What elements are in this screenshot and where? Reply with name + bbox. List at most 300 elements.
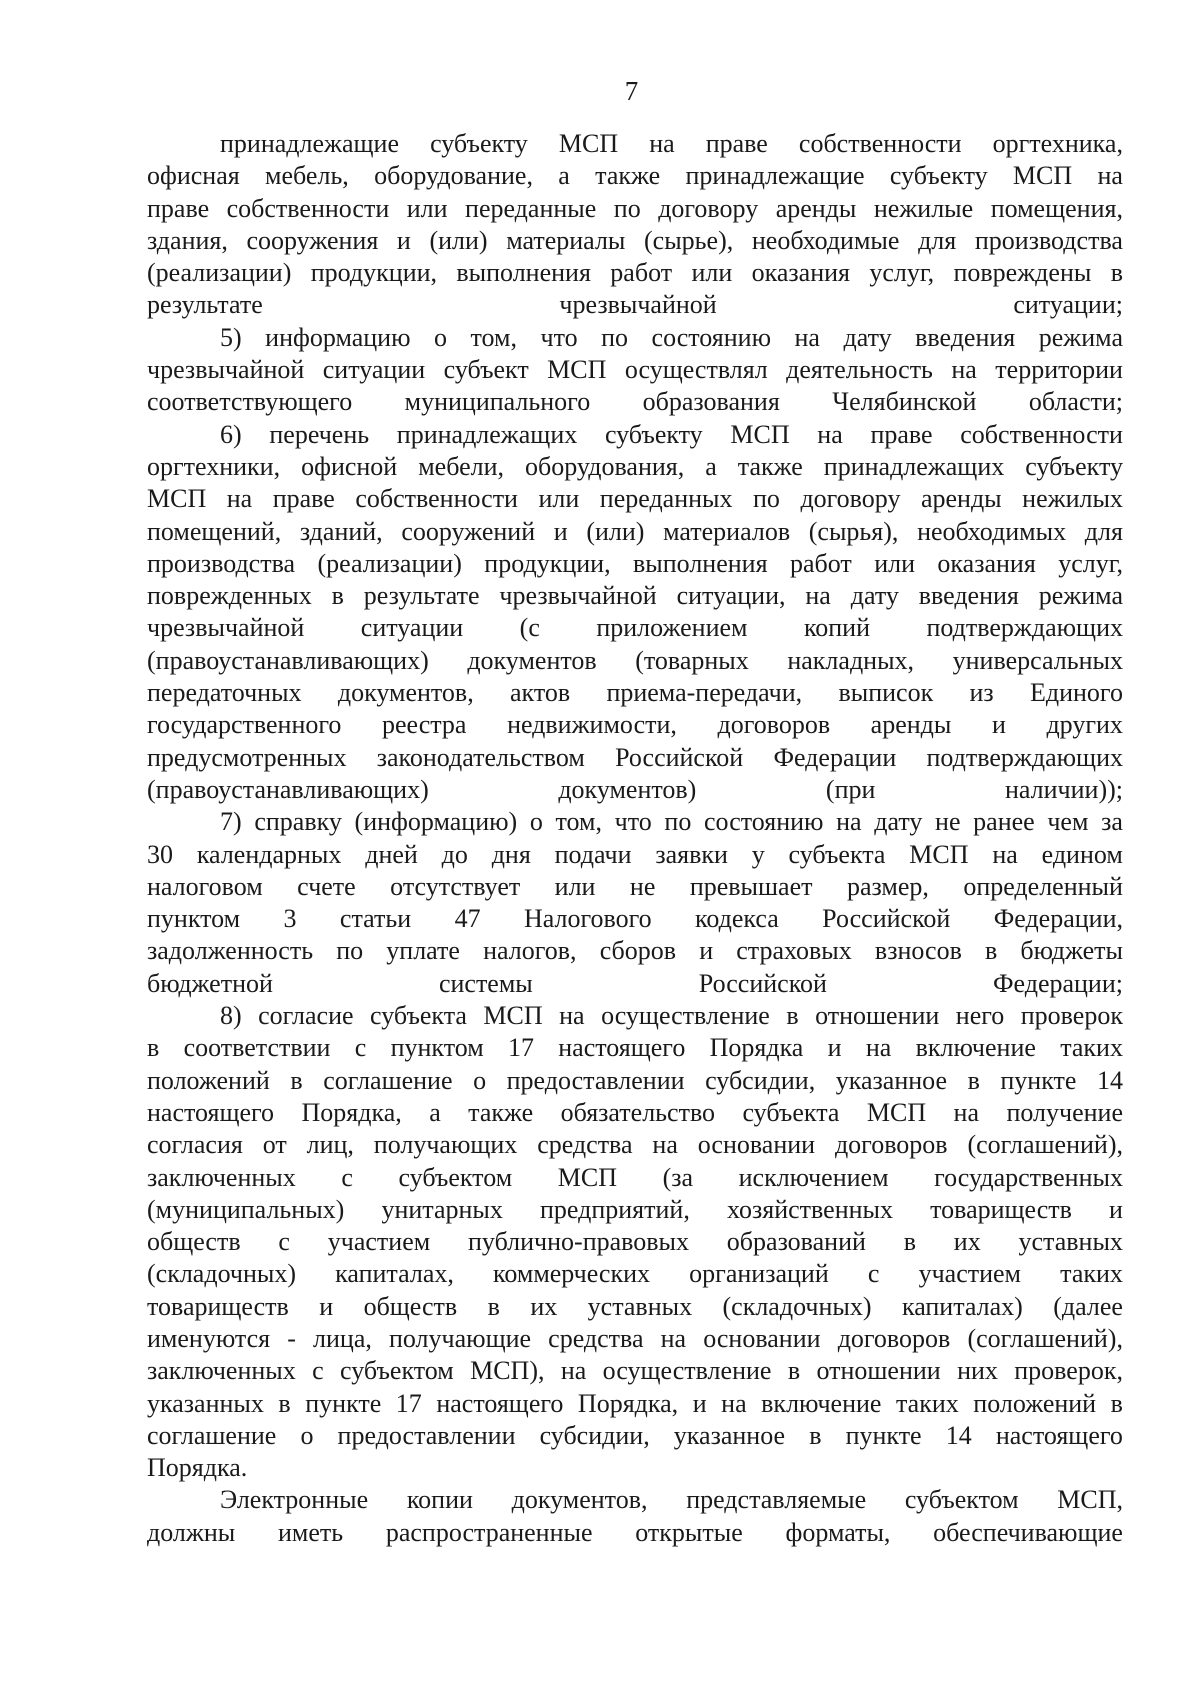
word: Порядка,	[577, 1388, 679, 1418]
word: введения	[915, 322, 1016, 352]
word: переданные	[465, 193, 597, 223]
text-line	[147, 1162, 1123, 1194]
word: выписок	[838, 678, 934, 708]
text-line	[147, 257, 1123, 289]
word: продукции,	[310, 258, 438, 288]
word: а	[429, 1097, 441, 1127]
word: и	[319, 1291, 334, 1321]
word: кодекса	[695, 904, 779, 934]
word: праве	[147, 193, 210, 223]
word: (соглашений),	[967, 1323, 1123, 1353]
word: лица,	[313, 1323, 372, 1353]
word: получающие	[388, 1323, 532, 1353]
word: 17	[395, 1388, 422, 1418]
word: в	[147, 1033, 160, 1063]
text-line	[147, 709, 1123, 741]
word: накладных,	[787, 645, 915, 675]
word: их	[530, 1291, 558, 1321]
word: государственных	[934, 1162, 1123, 1192]
word: календарных	[196, 839, 342, 869]
word: субъектом	[904, 1485, 1019, 1515]
word: чрезвычайной	[147, 355, 305, 385]
word: услуг,	[1058, 548, 1123, 578]
word: зданий,	[299, 516, 383, 546]
word: подтверждающих	[926, 613, 1123, 643]
word: праве	[272, 484, 335, 514]
text-line: результате чрезвычайной ситуации;	[147, 290, 1123, 320]
word: субъекту	[430, 129, 528, 158]
word: Федерации	[773, 742, 897, 772]
word: в	[786, 1001, 799, 1031]
word: документов,	[511, 1485, 648, 1515]
word: 7)	[220, 807, 242, 837]
word: и	[553, 516, 568, 546]
word: организаций	[689, 1259, 829, 1289]
word: с	[341, 1162, 353, 1192]
word: МСП	[483, 1001, 543, 1031]
word: предприятий,	[540, 1194, 690, 1224]
word: на	[953, 1097, 980, 1127]
word: актов	[510, 678, 571, 708]
text-line	[147, 935, 1123, 967]
text-line: Порядка.	[147, 1453, 248, 1483]
word: деятельность	[786, 355, 933, 385]
word: таких	[896, 1388, 959, 1418]
word: пункте	[845, 1420, 922, 1450]
word: указанное	[673, 1420, 786, 1450]
word: нежилых	[1022, 484, 1123, 514]
word: и	[1109, 1194, 1123, 1224]
word: договоров	[717, 710, 831, 740]
word: на	[805, 581, 831, 611]
page-number: 7	[624, 76, 639, 106]
word: по	[753, 484, 780, 514]
word: справку	[254, 807, 342, 837]
word: и	[827, 1033, 842, 1063]
word: а	[558, 161, 570, 191]
text-line	[147, 806, 1123, 838]
word: обязательство	[560, 1097, 716, 1127]
word: о	[300, 1420, 314, 1450]
text-line	[147, 1065, 1123, 1097]
word: пунктом	[390, 1033, 484, 1063]
word: (с	[519, 613, 540, 643]
word: дней	[365, 839, 418, 869]
word: договору	[800, 484, 901, 514]
text-line	[147, 516, 1123, 548]
word: том,	[470, 322, 518, 352]
word: осуществление	[602, 1356, 772, 1386]
word: на	[865, 1033, 892, 1063]
word: именуются	[147, 1323, 271, 1353]
word: дату	[874, 807, 923, 837]
word: по	[336, 936, 364, 966]
word: состоянию	[651, 322, 772, 352]
word: настоящего	[147, 1097, 275, 1127]
word: средства	[537, 1130, 633, 1160]
word: реестра	[381, 710, 467, 740]
word: законодательством	[376, 742, 585, 772]
word: субъекту	[889, 161, 988, 191]
word: настоящего	[436, 1388, 564, 1418]
word: 3	[283, 904, 297, 934]
word: товариществ	[930, 1194, 1072, 1224]
word: -	[287, 1323, 296, 1353]
word: едином	[1041, 839, 1123, 869]
word: настоящего	[558, 1033, 686, 1063]
word: МСП	[547, 355, 607, 385]
text-line	[147, 225, 1123, 257]
word: представляемые	[686, 1485, 867, 1515]
word: заявки	[655, 839, 728, 869]
word: территории	[995, 355, 1123, 385]
word: таких	[1060, 1259, 1123, 1289]
word: чем	[1047, 807, 1089, 837]
word: (реализации)	[317, 548, 462, 578]
word: в	[1110, 1388, 1123, 1418]
word: капиталах,	[335, 1259, 454, 1289]
word: (складочных)	[147, 1259, 297, 1289]
word: оборудования,	[525, 451, 685, 481]
word: участием	[327, 1227, 431, 1257]
word: в	[787, 1356, 801, 1386]
word: и	[396, 225, 411, 255]
word: 5)	[220, 322, 242, 352]
word: Порядка	[709, 1033, 804, 1063]
word: работ	[789, 548, 852, 578]
word: праве	[870, 419, 933, 449]
word: оказания	[751, 258, 851, 288]
word: на	[794, 322, 820, 352]
word: товариществ	[147, 1291, 289, 1321]
word: договору	[658, 193, 759, 223]
word: принадлежащих	[396, 419, 578, 449]
word: собственности	[960, 419, 1123, 449]
word: копий	[803, 613, 871, 643]
word: 47	[454, 904, 481, 934]
word: передаточных	[147, 678, 302, 708]
word: субъекту	[1025, 451, 1123, 481]
word: включение	[761, 1388, 882, 1418]
word: сооружения	[246, 225, 379, 255]
word: предоставлении	[506, 1065, 685, 1095]
word: переданных	[599, 484, 733, 514]
word: (сырье),	[644, 225, 734, 255]
word: пунктом	[147, 904, 241, 934]
word: в	[290, 1065, 303, 1095]
word: необходимые	[751, 225, 900, 255]
word: (правоустанавливающих)	[147, 645, 429, 675]
word: по	[664, 807, 692, 837]
word: (товарных	[635, 645, 749, 675]
word: распространенные	[385, 1517, 593, 1547]
text-line	[147, 1032, 1123, 1064]
word: принадлежащие	[220, 129, 400, 158]
word: сооружений	[401, 516, 536, 546]
word: средства	[548, 1323, 644, 1353]
word: субъекту	[604, 419, 703, 449]
word: или	[874, 548, 915, 578]
document-body	[147, 128, 1123, 1549]
word: ситуации	[322, 355, 426, 385]
word: офисной	[301, 451, 398, 481]
text-line	[147, 1226, 1123, 1258]
word: ситуации	[360, 613, 464, 643]
word: предоставлении	[337, 1420, 516, 1450]
word: на	[992, 839, 1018, 869]
word: на	[660, 1323, 687, 1353]
word: МСП,	[1057, 1485, 1123, 1515]
word: форматы,	[785, 1517, 891, 1547]
word: согласия	[147, 1130, 243, 1160]
text-line	[147, 1323, 1123, 1355]
word: помещения,	[990, 193, 1123, 223]
word: в	[967, 1065, 980, 1095]
text-line: (правоустанавливающих) документов) (при наличии));	[147, 774, 1123, 804]
word: с	[278, 1227, 290, 1257]
word: о	[434, 322, 448, 352]
word: или	[691, 258, 733, 288]
word: капиталах)	[901, 1291, 1023, 1321]
word: документов	[467, 645, 597, 675]
word: осуществление	[601, 1001, 770, 1031]
word: субсидии,	[705, 1065, 816, 1095]
text-line	[147, 1258, 1123, 1290]
word: задолженность	[147, 936, 314, 966]
word: введения	[918, 581, 1019, 611]
word: том,	[555, 807, 602, 837]
text-line	[147, 1355, 1123, 1387]
word: (информацию)	[354, 807, 518, 837]
text-line	[147, 354, 1123, 386]
word: собственности	[798, 129, 962, 158]
word: дату	[843, 322, 892, 352]
word: ранее	[973, 807, 1035, 837]
word: субъект	[443, 355, 529, 385]
word: указанное	[835, 1065, 948, 1095]
word: (муниципальных)	[147, 1194, 345, 1224]
word: или	[406, 193, 448, 223]
word: отношении	[815, 1001, 940, 1031]
word: состоянию	[704, 807, 824, 837]
word: (или)	[429, 225, 488, 255]
word: договоров	[834, 1130, 948, 1160]
word: согласие	[258, 1001, 354, 1031]
word: Электронные	[220, 1485, 369, 1515]
word: проверок,	[1014, 1356, 1123, 1386]
word: оказания	[937, 548, 1036, 578]
word: настоящего	[995, 1420, 1123, 1450]
word: перечень	[269, 419, 370, 449]
text-line	[147, 1097, 1123, 1129]
word: МСП	[147, 484, 207, 514]
text-line	[147, 1000, 1123, 1032]
word: выполнения	[633, 548, 768, 578]
word: Российской	[615, 742, 744, 772]
word: работ	[610, 258, 673, 288]
word: также	[737, 451, 803, 481]
text-line	[147, 1517, 1123, 1549]
word: по	[601, 322, 629, 352]
word: на	[721, 1388, 747, 1418]
word: участием	[918, 1259, 1022, 1289]
word: МСП	[730, 419, 790, 449]
word: и	[699, 936, 714, 966]
word: из	[969, 678, 994, 708]
word: субъекта	[788, 839, 886, 869]
word: Российской	[822, 904, 951, 934]
text-line	[147, 1388, 1123, 1420]
word: открытые	[635, 1517, 743, 1547]
word: (складочных)	[722, 1291, 872, 1321]
word: информацию	[265, 322, 411, 352]
word: публично-правовых	[468, 1227, 689, 1257]
word: принадлежащих	[823, 451, 1005, 481]
word: мебель,	[265, 161, 349, 191]
word: на	[649, 129, 675, 158]
word: обеспечивающие	[933, 1517, 1123, 1547]
text-line	[147, 612, 1123, 644]
word: получение	[1006, 1097, 1123, 1127]
word: услуг,	[869, 258, 935, 288]
word: иметь	[277, 1517, 344, 1547]
word: в	[903, 1227, 916, 1257]
word: на	[226, 484, 253, 514]
word: собственности	[355, 484, 518, 514]
word: субъекта	[370, 1001, 467, 1031]
word: МСП),	[470, 1356, 545, 1386]
text-line	[147, 580, 1123, 612]
text-line	[147, 742, 1123, 774]
word: необходимых	[917, 516, 1067, 546]
word: до	[441, 839, 468, 869]
word: исключением	[738, 1162, 889, 1192]
word: государственного	[147, 710, 342, 740]
word: также	[595, 161, 661, 191]
word: о	[473, 1065, 487, 1095]
text-line	[147, 1291, 1123, 1323]
word: и	[692, 1388, 707, 1418]
word: пункте	[305, 1388, 382, 1418]
word: на	[1097, 161, 1123, 191]
text-line	[147, 1484, 1123, 1516]
word: материалов	[663, 516, 791, 546]
word: основании	[703, 1323, 821, 1353]
word: для	[918, 225, 957, 255]
word: заключенных	[147, 1162, 296, 1192]
word: отношении	[816, 1356, 941, 1386]
word: не	[935, 807, 961, 837]
word: не	[629, 871, 656, 901]
word: на	[560, 1356, 587, 1386]
text-line	[147, 903, 1123, 935]
word: или	[538, 484, 580, 514]
word: ситуации,	[676, 581, 786, 611]
word: коммерческих	[493, 1259, 651, 1289]
word: чрезвычайной	[147, 613, 305, 643]
word: дату	[850, 581, 899, 611]
word: основании	[697, 1130, 816, 1160]
word: лиц,	[306, 1130, 354, 1160]
word: МСП	[557, 1162, 617, 1192]
word: соответствии	[183, 1033, 331, 1063]
word: или	[554, 871, 596, 901]
text-line	[147, 193, 1123, 225]
word: 6)	[220, 419, 242, 449]
word: (или)	[586, 516, 645, 546]
word: режима	[1038, 322, 1123, 352]
word: предусмотренных	[147, 742, 347, 772]
text-line	[147, 1129, 1123, 1161]
word: собственности	[226, 193, 390, 223]
word: производства	[974, 225, 1123, 255]
word: образований	[726, 1227, 866, 1257]
word: МСП	[866, 1097, 927, 1127]
text-line	[147, 451, 1123, 483]
word: (соглашений),	[967, 1130, 1123, 1160]
text-line	[147, 1420, 1123, 1452]
word: счете	[297, 871, 356, 901]
word: МСП	[1012, 161, 1073, 191]
word: других	[1046, 710, 1123, 740]
word: на	[836, 807, 862, 837]
word: взносов	[874, 936, 962, 966]
word: аренды	[775, 193, 857, 223]
text-line	[147, 645, 1123, 677]
word: в	[1110, 258, 1123, 288]
word: в	[809, 1420, 822, 1450]
word: субъектом	[398, 1162, 513, 1192]
word: них	[957, 1356, 998, 1386]
word: повреждены	[953, 258, 1092, 288]
word: нежилые	[873, 193, 974, 223]
word: и	[991, 710, 1006, 740]
word: недвижимости,	[507, 710, 677, 740]
word: производства	[147, 548, 296, 578]
word: здания,	[147, 225, 228, 255]
text-line	[147, 160, 1123, 192]
word: 17	[507, 1033, 534, 1063]
word: пункте	[1000, 1065, 1077, 1095]
word: налогов,	[483, 936, 577, 966]
word: приема-передачи,	[606, 678, 803, 708]
word: него	[955, 1001, 1005, 1031]
word: страховых	[736, 936, 852, 966]
word: принадлежащие	[685, 161, 865, 191]
text-line	[147, 419, 1123, 451]
word: аренды	[870, 710, 952, 740]
word: за	[1101, 807, 1123, 837]
word: 14	[945, 1420, 972, 1450]
word: на	[951, 355, 977, 385]
word: 14	[1096, 1065, 1123, 1095]
word: положений	[973, 1388, 1097, 1418]
word: соглашение	[147, 1420, 277, 1450]
word: (сырья),	[808, 516, 899, 546]
text-line: бюджетной системы Российской Федерации;	[147, 968, 1123, 998]
text-line: соответствующего муниципального образования Челябинской области;	[147, 387, 1123, 417]
word: уставных	[1018, 1227, 1123, 1257]
word: Единого	[1029, 678, 1123, 708]
text-line	[147, 1194, 1123, 1226]
word: положений	[147, 1065, 270, 1095]
word: приложением	[596, 613, 748, 643]
word: также	[468, 1097, 534, 1127]
word: на	[652, 1130, 678, 1160]
word: что	[614, 807, 652, 837]
word: 30	[147, 839, 173, 869]
word: дня	[491, 839, 531, 869]
